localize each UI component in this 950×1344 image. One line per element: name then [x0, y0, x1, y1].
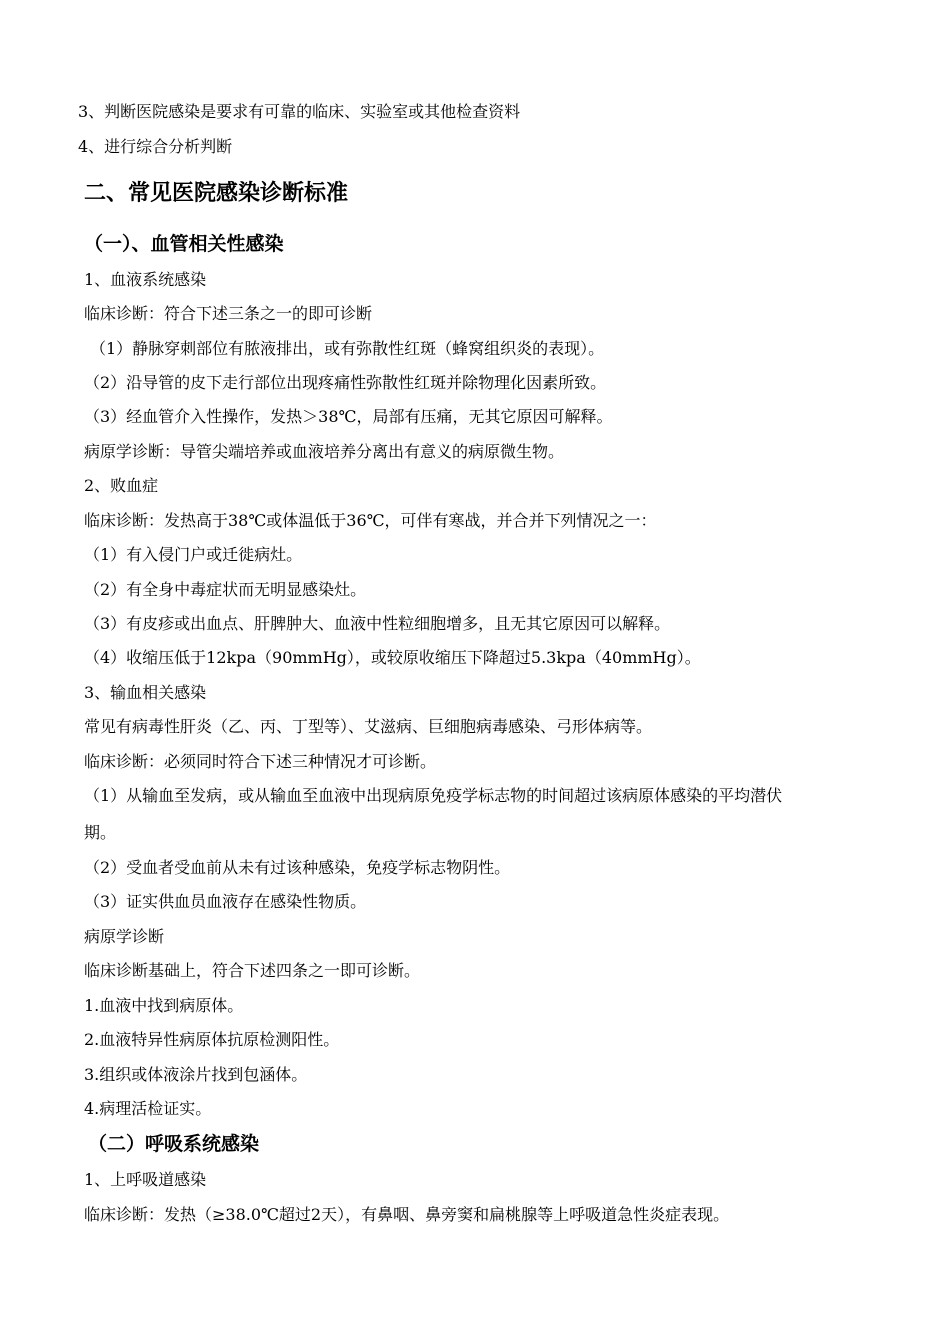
section-title: 二、常见医院感染诊断标准 [84, 181, 349, 206]
subsection-title-respiratory: （二）呼吸系统感染 [88, 1133, 260, 1155]
transfusion-criterion-2: （2）受血者受血前从未有过该种感染，免疫学标志物阴性。 [84, 858, 511, 877]
upper-respiratory-heading: 1、上呼吸道感染 [84, 1170, 207, 1189]
blood-system-pathogen: 病原学诊断：导管尖端培养或血液培养分离出有意义的病原微生物。 [84, 442, 565, 461]
blood-system-criterion-2: （2）沿导管的皮下走行部位出现疼痛性弥散性红斑并除物理化因素所致。 [84, 373, 607, 392]
transfusion-criterion-3: （3）证实供血员血液存在感染性物质。 [84, 892, 367, 911]
sepsis-criterion-4: （4）收缩压低于12kpa（90mmHg），或较原收缩压下降超过5.3kpa（40mmHg）。 [84, 648, 701, 667]
transfusion-clinical: 临床诊断：必须同时符合下述三种情况才可诊断。 [84, 752, 437, 771]
blood-system-criterion-1: （1）静脉穿刺部位有脓液排出，或有弥散性红斑（蜂窝组织炎的表现）。 [90, 339, 605, 358]
blood-system-criterion-3: （3）经血管介入性操作，发热＞38℃，局部有压痛，无其它原因可解释。 [84, 407, 613, 426]
transfusion-pathogen-item-3: 3.组织或体液涂片找到包涵体。 [84, 1065, 308, 1084]
blood-system-heading: 1、血液系统感染 [84, 270, 207, 289]
upper-respiratory-clinical: 临床诊断：发热（≥38.0℃超过2天），有鼻咽、鼻旁窦和扁桃腺等上呼吸道急性炎症表现。 [84, 1205, 730, 1224]
transfusion-pathogen-heading: 病原学诊断 [84, 927, 165, 946]
sepsis-clinical: 临床诊断：发热高于38℃或体温低于36℃，可伴有寒战，并合并下列情况之一： [84, 511, 657, 530]
transfusion-pathogen-item-1: 1.血液中找到病原体。 [84, 996, 244, 1015]
sepsis-criterion-2: （2）有全身中毒症状而无明显感染灶。 [84, 580, 367, 599]
sepsis-criterion-3: （3）有皮疹或出血点、肝脾肿大、血液中性粒细胞增多，且无其它原因可以解释。 [84, 614, 671, 633]
transfusion-pathogen-item-4: 4.病理活检证实。 [84, 1099, 212, 1118]
blood-system-clinical: 临床诊断：符合下述三条之一的即可诊断 [84, 304, 373, 323]
transfusion-criterion-1-cont: 期。 [84, 823, 117, 842]
transfusion-pathogen-item-2: 2.血液特异性病原体抗原检测阳性。 [84, 1030, 340, 1049]
intro-item-4: 4、进行综合分析判断 [78, 137, 233, 156]
sepsis-heading: 2、败血症 [84, 476, 159, 495]
transfusion-heading: 3、输血相关感染 [84, 683, 207, 702]
intro-item-3: 3、判断医院感染是要求有可靠的临床、实验室或其他检查资料 [78, 102, 521, 121]
subsection-title-blood-vessel: （一）、血管相关性感染 [84, 233, 284, 255]
transfusion-criterion-1: （1）从输血至发病，或从输血至血液中出现病原免疫学标志物的时间超过该病原体感染的平均潜伏 [84, 786, 783, 805]
transfusion-pathogen-intro: 临床诊断基础上，符合下述四条之一即可诊断。 [84, 961, 421, 980]
transfusion-common: 常见有病毒性肝炎（乙、丙、丁型等）、艾滋病、巨细胞病毒感染、弓形体病等。 [84, 717, 653, 736]
sepsis-criterion-1: （1）有入侵门户或迁徙病灶。 [84, 545, 303, 564]
